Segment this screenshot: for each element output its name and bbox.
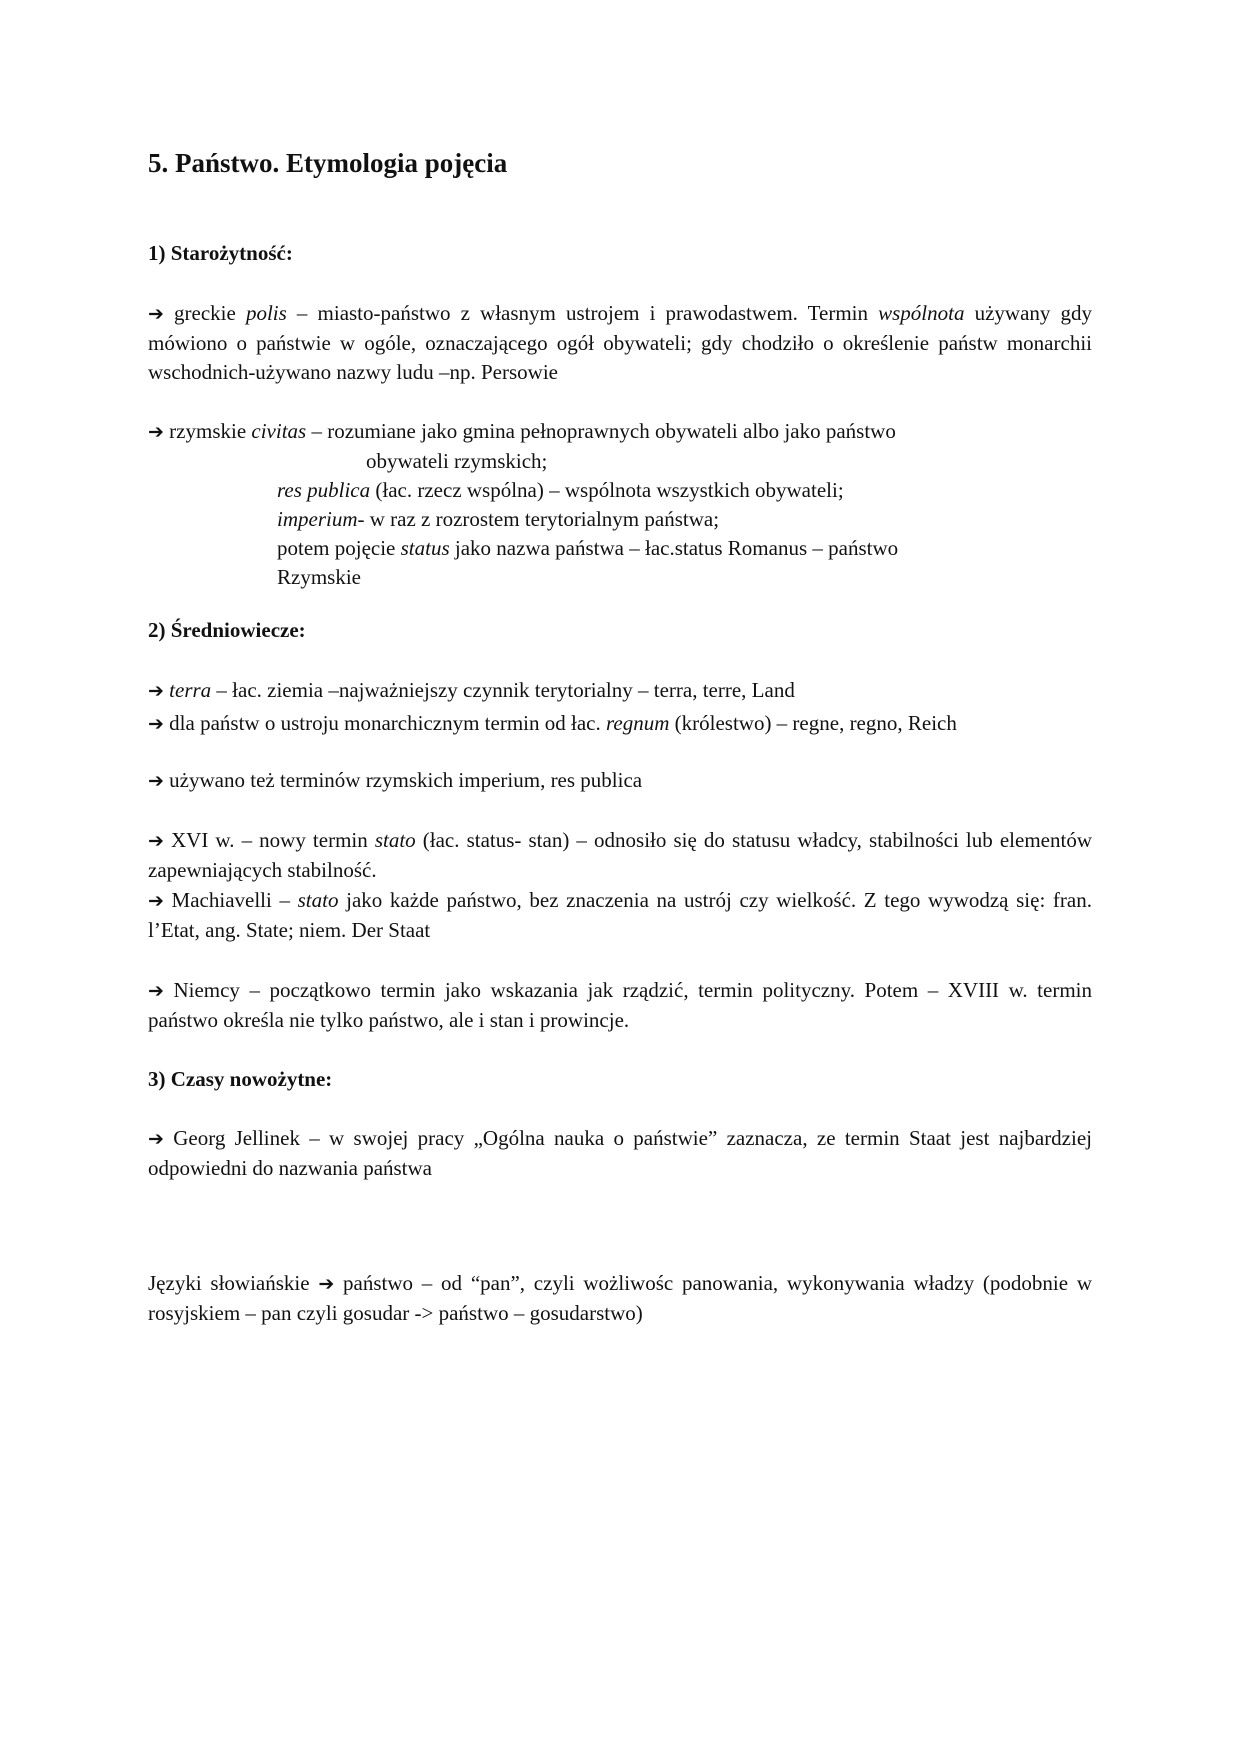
term: stato: [297, 888, 339, 912]
text: jako nazwa państwa – łac.status Romanus – państwo: [449, 536, 899, 560]
term: terra: [169, 678, 212, 702]
text-line: [148, 505, 1092, 534]
term: regnum: [605, 711, 670, 735]
text: (łac. status- stan) – odnosiło się do statusu władcy, stabilności lub elementów zapewniających stabilność.: [148, 828, 1092, 882]
text-line: [148, 534, 1092, 563]
text: Georg Jellinek – w swojej pracy „Ogólna nauka o państwie” zaznacza, ze termin Staat jest najbardziej odpowiedni do nazwania państwa: [148, 1126, 1092, 1180]
arrow-icon: ➔: [148, 303, 164, 325]
arrow-icon: ➔: [148, 713, 164, 735]
term: civitas: [251, 419, 307, 443]
document-title: 5. Państwo. Etymologia pojęcia: [148, 148, 508, 178]
arrow-icon: ➔: [318, 1273, 335, 1295]
text-line: [148, 476, 1092, 505]
text: potem pojęcie: [277, 536, 401, 560]
text: Języki słowiańskie: [148, 1271, 319, 1295]
term: wspólnota: [878, 301, 965, 325]
text: jako każde państwo, bez znaczenia na ustrój czy wielkość. Z tego wywodzą się: fran. l’Etat, ang. State; niem. Der Staat: [148, 888, 1092, 942]
text: rzymskie: [169, 419, 252, 443]
text: Machiavelli –: [163, 888, 298, 912]
paragraph-slavic-languages: [148, 1269, 1092, 1328]
term: res publica: [277, 478, 371, 502]
section-heading: 2) Średniowiecze:: [148, 618, 306, 642]
paragraph-xvi: [148, 826, 1092, 885]
section-heading: 3) Czasy nowożytne:: [148, 1067, 333, 1091]
text-line: obywateli rzymskich;: [366, 449, 548, 473]
paragraph-jellinek: [148, 1124, 1092, 1183]
paragraph-polis: [148, 299, 1092, 387]
text: – rozumiane jako gmina pełnoprawnych obywateli albo jako państwo: [306, 419, 896, 443]
term: status: [400, 536, 450, 560]
term: stato: [374, 828, 416, 852]
arrow-icon: ➔: [148, 1128, 164, 1150]
arrow-icon: ➔: [148, 421, 164, 443]
text: – miasto-państwo z własnym ustrojem i prawodastwem. Termin: [286, 301, 879, 325]
text: używany gdy mówiono o państwie w ogóle, oznaczającego ogół obywateli; gdy chodziło o określenie państw monarchii wschodnich-używano nazwy ludu –np. Persowie: [148, 301, 1092, 384]
text: dla państw o ustroju monarchicznym termin od łac.: [163, 711, 606, 735]
text: (królestwo) – regne, regno, Reich: [669, 711, 957, 735]
text: - w raz z rozrostem terytorialnym państwa;: [357, 507, 720, 531]
text: greckie: [174, 301, 246, 325]
term: imperium: [277, 507, 358, 531]
term: polis: [245, 301, 287, 325]
text: Niemcy – początkowo termin jako wskazania jak rządzić, termin polityczny. Potem – XVIII w. termin państwo określa nie tylko państwo, ale i stan i prowincje.: [148, 978, 1092, 1032]
paragraph-terra: [148, 676, 1092, 706]
paragraph-niemcy: [148, 976, 1092, 1035]
paragraph-machiavelli: [148, 886, 1092, 945]
text: używano też terminów rzymskich imperium, res publica: [163, 768, 643, 792]
arrow-icon: ➔: [148, 980, 164, 1002]
arrow-icon: ➔: [148, 830, 164, 852]
arrow-icon: ➔: [148, 890, 164, 912]
text-line: Rzymskie: [277, 565, 361, 589]
text: – łac. ziemia –najważniejszy czynnik terytorialny – terra, terre, Land: [211, 678, 795, 702]
text-line: [148, 417, 1092, 447]
paragraph-civitas: [148, 417, 1092, 592]
paragraph-imperium: [148, 766, 1092, 796]
text: państwo – od “pan”, czyli wożliwośc panowania, wykonywania władzy (podobnie w rosyjskiem – pan czyli gosudar -> państwo – gosudarstwo): [148, 1271, 1092, 1325]
paragraph-regnum: [148, 709, 1092, 739]
arrow-icon: ➔: [148, 770, 164, 792]
text: XVI w. – nowy termin: [163, 828, 375, 852]
section-heading: 1) Starożytność:: [148, 241, 293, 265]
arrow-icon: ➔: [148, 680, 164, 702]
text: (łac. rzecz wspólna) – wspólnota wszystkich obywateli;: [370, 478, 844, 502]
